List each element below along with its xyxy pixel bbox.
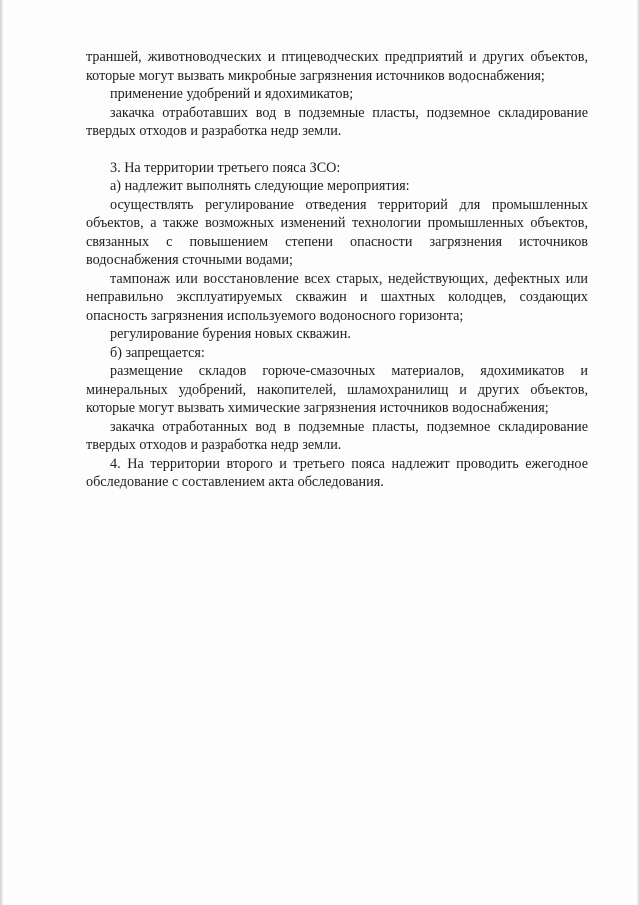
paragraph-drilling-regulation: регулирование бурения новых скважин. (110, 326, 351, 342)
section-3-heading: 3. На территории третьего пояса ЗСО: (110, 159, 341, 176)
scan-edge-left (0, 0, 3, 905)
document-body (86, 48, 588, 492)
paragraph-storage-placement: размещение складов горюче-смазочных материалов, ядохимикатов и минеральных удобрений, накопителей, шламохранилищ и других объектов, которые могут вызвать химические загрязнения источников водоснабжения; (86, 363, 588, 416)
subsection-b-heading: б) запрещается: (110, 344, 205, 361)
paragraph-continuation: траншей, животноводческих и птицеводческих предприятий и других объектов, которые могут вызвать микробные загрязнения источников водоснабжения; (86, 49, 588, 84)
paragraph-waste-injection: закачка отработанных вод в подземные пласты, подземное складирование твердых отходов и разработка недр земли. (86, 418, 588, 453)
paragraph-well-plugging: тампонаж или восстановление всех старых, недействующих, дефектных или неправильно эксплуатируемых скважин и шахтных колодцев, создающих опасность загрязнения используемого водоносного горизонта; (86, 270, 588, 324)
paragraph-gap (86, 141, 588, 159)
subsection-a-heading: а) надлежит выполнять следующие мероприятия: (110, 178, 410, 194)
paragraph-fertilizers: применение удобрений и ядохимикатов; (110, 86, 354, 102)
paragraph-injection: закачка отработавших вод в подземные пласты, подземное складирование твердых отходов и разработка недр земли. (86, 104, 588, 139)
section-4-paragraph: 4. На территории второго и третьего пояса надлежит проводить ежегодное обследование с составлением акта обследования. (86, 455, 588, 490)
paragraph-territory-regulation: осуществлять регулирование отведения территорий для промышленных объектов, а также возможных изменений технологии промышленных объектов, связанных с повышением степени опасности загрязнения источников водоснабжения сточными водами; (86, 196, 588, 268)
